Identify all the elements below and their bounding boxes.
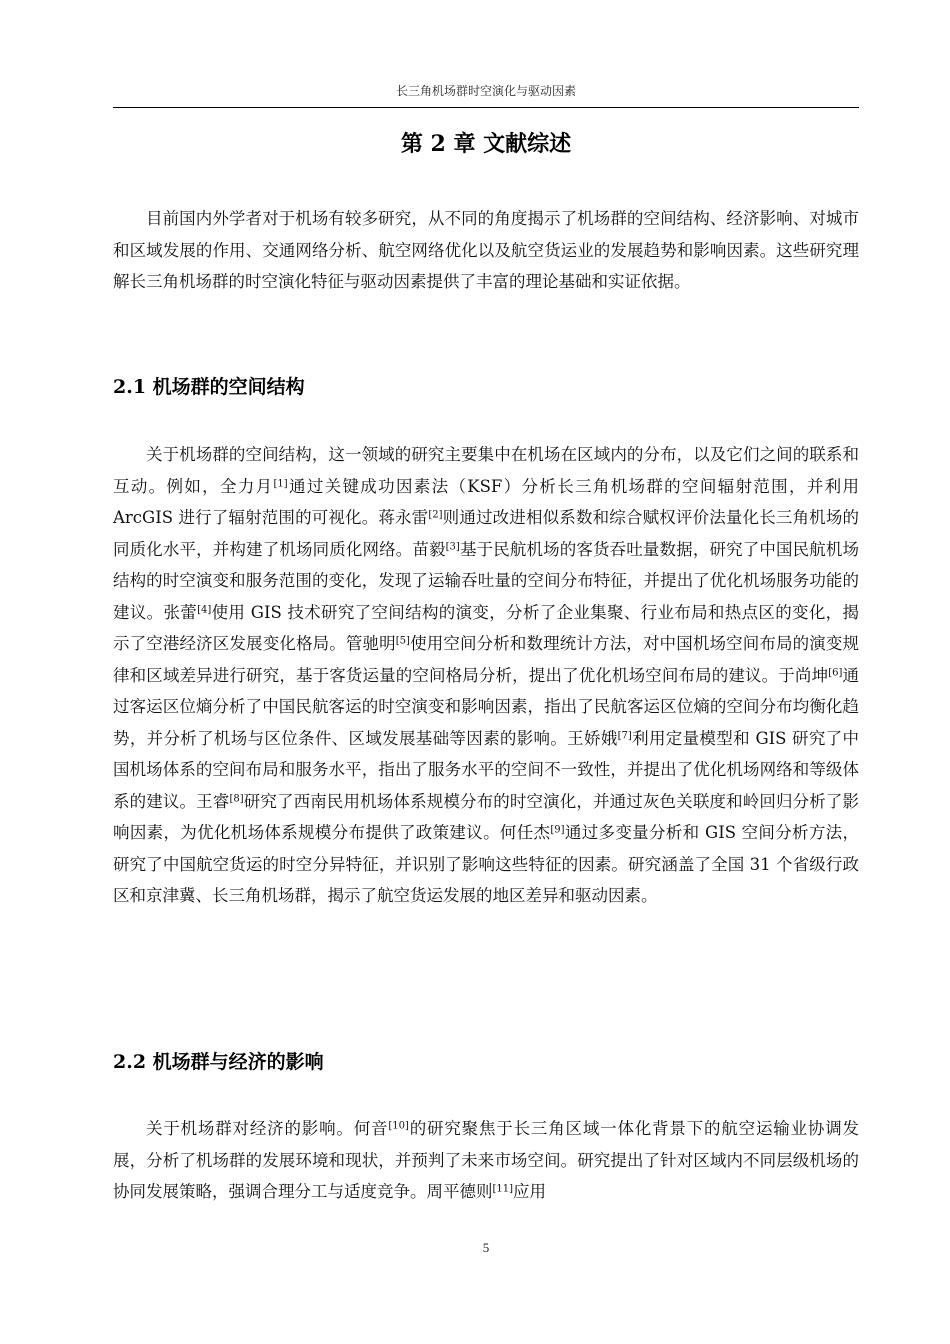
citation-ref[interactable]: [10] <box>388 1120 409 1132</box>
text-run: 关于机场群对经济的影响。何音 <box>146 1119 389 1138</box>
text-run: 基于民航机场的客货吞吐量数据，研究了中国民航机场结构的时空演变和服务范围的变化，发现了运输吞吐量的空间分布特征，并提出了优化机场服务功能的建议。张蕾 <box>113 539 860 622</box>
citation-ref[interactable]: [8] <box>229 793 244 804</box>
citation-ref[interactable]: [5] <box>395 635 410 647</box>
citation-ref[interactable]: [9] <box>550 824 565 836</box>
citation-ref[interactable]: [11] <box>492 1183 514 1195</box>
text-run: 通过关键成功因素法（KSF）分析长三角机场群的空间辐射范围，并利用 ArcGIS 进行了辐射范围的可视化。蒋永雷 <box>113 476 859 527</box>
running-header: 长三角机场群时空演化与驱动因素 <box>395 84 576 98</box>
text-run: 利用定量模型和 GIS 研究了中国机场体系的空间布局和服务水平，指出了服务水平的空间不一致性，并提出了优化机场网络和等级体系的建议。王睿 <box>113 728 860 811</box>
section-2-1-title: 2.1 机场群的空间结构 <box>113 376 305 398</box>
text-run: 研究了西南民用机场体系规模分布的时空演化，并通过灰色关联度和岭回归分析了影响因素，为优化机场体系规模分布提供了政策建议。何任杰 <box>113 791 860 842</box>
text-run: 关于机场群的空间结构，这一领域的研究主要集中在机场在区域内的分布，以及它们之间的联系和互动。例如，全力月 <box>113 445 859 496</box>
section-2-2-title: 2.2 机场群与经济的影响 <box>113 1051 324 1073</box>
header-rule <box>113 107 859 108</box>
intro-paragraph: 目前国内外学者对于机场有较多研究，从不同的角度揭示了机场群的空间结构、经济影响、对城市和区域发展的作用、交通网络分析、航空网络优化以及航空货运业的发展趋势和影响因素。这些研究理解长三角机场群的时空演化特征与驱动因素提供了丰富的理论基础和实证依据。 <box>113 209 859 291</box>
text-run: 则通过改进相似系数和综合赋权评价法量化长三角机场的同质化水平，并构建了机场同质化网络。苗毅 <box>113 508 859 559</box>
citation-ref[interactable]: [1] <box>273 478 288 489</box>
page-number: 5 <box>482 1240 490 1255</box>
text-run: 通过多变量分析和 GIS 空间分析方法，研究了中国航空货运的时空分异特征，并识别了影响这些特征的因素。研究涵盖了全国 31 个省级行政区和京津冀、长三角机场群，揭示了航空货运发展的地区差异和驱动因素。 <box>113 823 860 905</box>
text-run: 应用 <box>513 1182 547 1201</box>
section-2-2-paragraph <box>113 1113 859 1208</box>
section-2-1-paragraph <box>113 439 859 912</box>
text-run: 使用空间分析和数理统计方法，对中国机场空间布局的演变规律和区域差异进行研究，基于客货运量的空间格局分析，提出了优化机场空间布局的建议。于尚坤 <box>113 634 860 685</box>
citation-ref[interactable]: [7] <box>617 730 632 741</box>
text-run: 使用 GIS 技术研究了空间结构的演变，分析了企业集聚、行业布局和热点区的变化，揭示了空港经济区发展变化格局。管驰明 <box>113 602 859 653</box>
text-run: 的研究聚焦于长三角区域一体化背景下的航空运输业协调发展，分析了机场群的发展环境和现状，并预判了未来市场空间。研究提出了针对区域内不同层级机场的协同发展策略，强调合理分工与适度竞争。周平德则 <box>113 1119 860 1201</box>
citation-ref[interactable]: [2] <box>428 509 443 521</box>
citation-ref[interactable]: [4] <box>197 604 212 615</box>
citation-ref[interactable]: [6] <box>828 667 843 678</box>
chapter-title: 第 2 章 文献综述 <box>400 131 572 157</box>
text-run: 通过客运区位熵分析了中国民航客运的时空演变和影响因素，指出了民航客运区位熵的空间分布均衡化趋势，并分析了机场与区位条件、区域发展基础等因素的影响。王娇娥 <box>113 665 860 748</box>
citation-ref[interactable]: [3] <box>445 541 460 552</box>
